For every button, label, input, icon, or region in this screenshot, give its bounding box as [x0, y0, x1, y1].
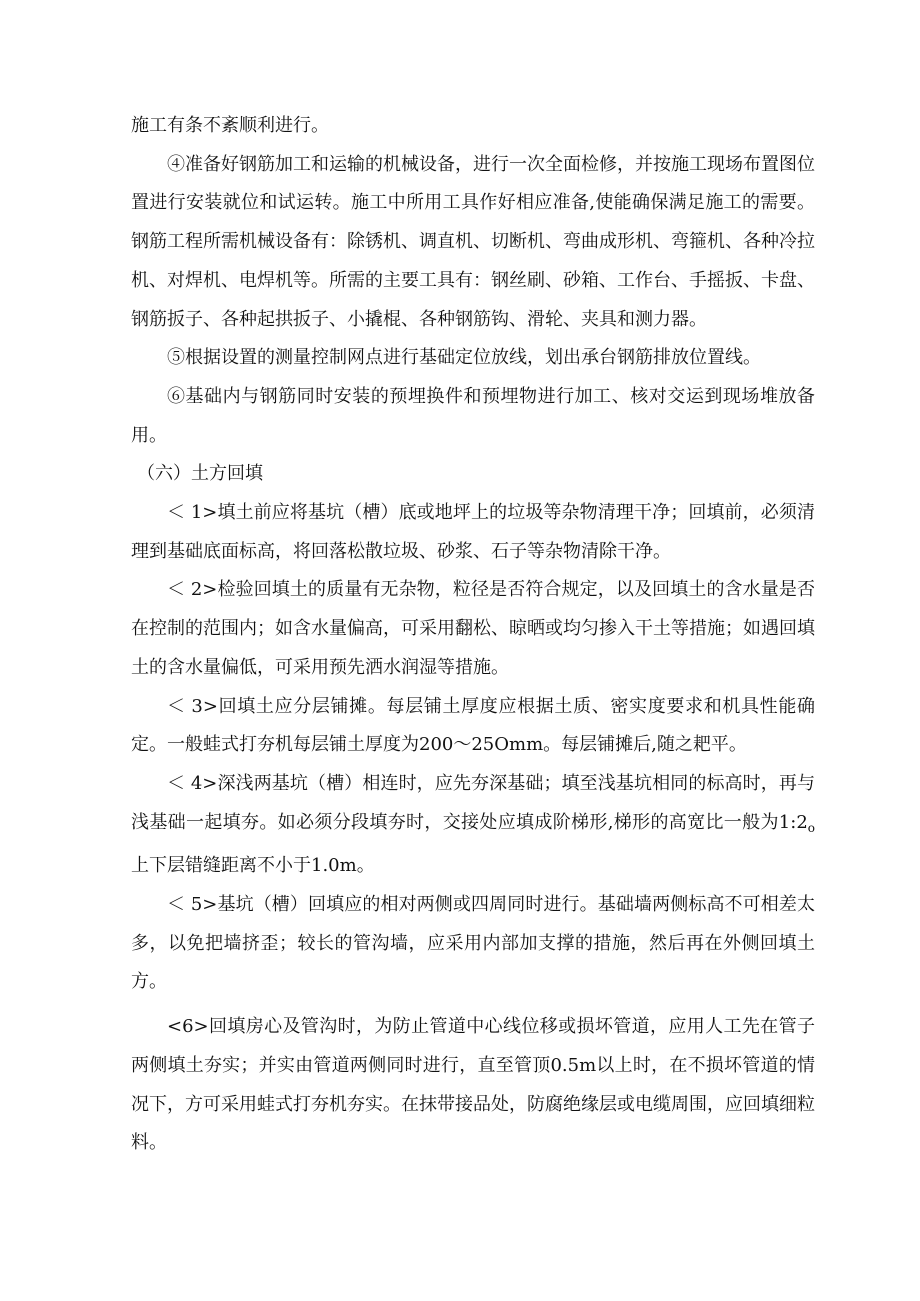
paragraph-layout-lines: ⑤根据设置的测量控制网点进行基础定位放线，划出承台钢筋排放位置线。 — [167, 347, 761, 369]
item-4-subscript: o — [807, 820, 815, 835]
paragraph-embedded-parts: ⑥基础内与钢筋同时安装的预埋换件和预埋物进行加工、核对交运到现场堆放备用。 — [131, 385, 815, 446]
paragraph-item-3: ＜ 3>回填土应分层铺摊。每层铺土厚度应根据土质、密实度要求和机具性能确定。一般蛙式打夯机每层铺土厚度为200～25Omm。每层铺摊后,随之耙平。 — [131, 695, 815, 756]
item-4-text-b: 上下层错缝距离不小于1.0m。 — [131, 855, 375, 877]
document-body — [131, 107, 815, 1163]
paragraph-item-6: <6>回填房心及管沟时，为防止管道中心线位移或损坏管道，应用人工先在管子两侧填土夯实；并实由管道两侧同时进行，直至管顶0.5m以上时，在不损坏管道的情况下，方可采用蛙式打夯机夯实。在抹带接品处，防腐绝缘层或电缆周围，应回填细粒料。 — [131, 1016, 815, 1154]
item-4-text-a: ＜ 4>深浅两基坑（槽）相连时，应先夯深基础；填至浅基坑相同的标高时，再与浅基础一起填夯。如必须分段填夯时，交接处应填成阶梯形,梯形的高宽比一般为1:2 — [131, 772, 815, 833]
paragraph-continuation: 施工有条不紊顺利进行。 — [131, 115, 329, 136]
paragraph-item-2: ＜ 2>检验回填土的质量有无杂物，粒径是否符合规定，以及回填土的含水量是否在控制的范围内；如含水量偏高，可采用翻松、晾晒或均匀掺入干土等措施；如遇回填土的含水量偏低，可采用预先洒水润湿等措施。 — [131, 579, 815, 678]
paragraph-item-4 — [131, 765, 815, 886]
paragraph-item-5: ＜ 5>基坑（槽）回填应的相对两侧或四周同时进行。基础墙两侧标高不可相差太多，以免把墙挤歪；较长的管沟墙，应采用内部加支撑的措施，然后再在外侧回填土方。 — [131, 894, 815, 993]
paragraph-item-1: ＜ 1>填土前应将基坑（槽）底或地坪上的垃圾等杂物清理干净；回填前，必须清理到基础底面标高，将回落松散垃圾、砂浆、石子等杂物清除干净。 — [131, 502, 815, 562]
paragraph-equipment: ④准备好钢筋加工和运输的机械设备，进行一次全面检修，并按施工现场布置图位置进行安装就位和试运转。施工中所用工具作好相应准备,使能确保满足施工的需要。钢筋工程所需机械设备有：除锈机、调直机、切断机、弯曲成形机、弯箍机、各种冷拉机、对焊机、电焊机等。所需的主要工具有：钢丝刷、砂箱、工作台、手摇扳、卡盘、钢筋扳子、各种起拱扳子、小撬棍、各种钢筋钩、滑轮、夹具和测力器。 — [131, 153, 815, 330]
section-heading-backfill: （六）土方回填 — [137, 463, 263, 485]
